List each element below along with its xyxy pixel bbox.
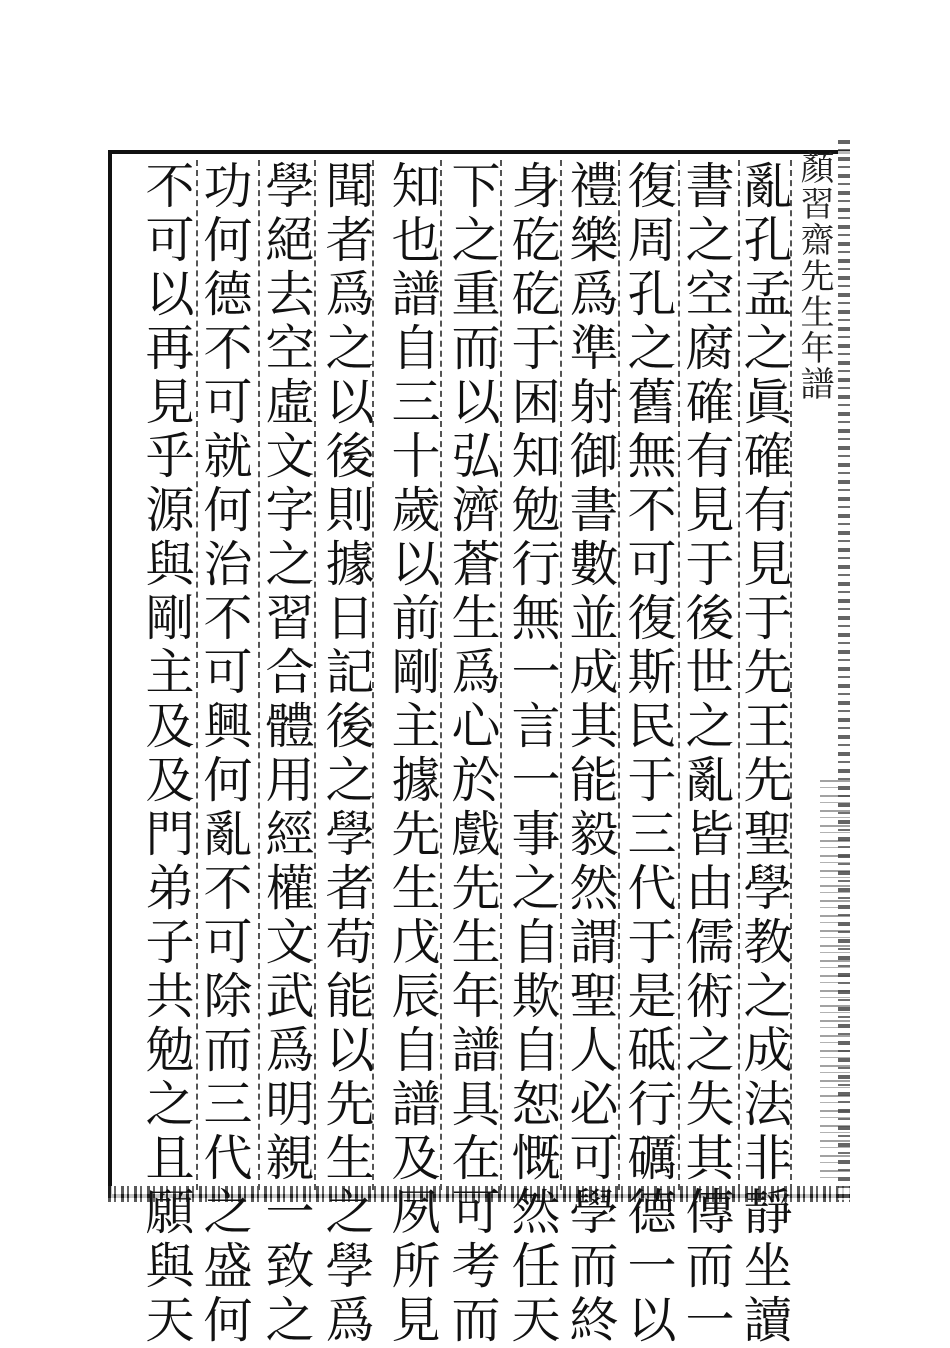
text-column-11: 不可以再見乎源與剛主及及門弟子共勉之且願與天: [138, 160, 195, 1348]
text-column-9: 學絕去空虛文字之習合體用經權文武爲明親一致之: [258, 160, 315, 1348]
text-column-10: 功何德不可就何治不可興何亂不可除而三代之盛何: [196, 160, 253, 1348]
text-column-5: 身矻矻于困知勉行無一言一事之自欺自恕慨然任天: [504, 160, 561, 1348]
ink-speckle: [820, 780, 850, 1180]
text-column-7: 知也譜自三十歲以前剛主據先生戊辰自譜及夙所見: [384, 160, 441, 1348]
text-column-4: 禮樂爲準射御書數並成其能毅然謂聖人必可學而終: [562, 160, 619, 1348]
text-column-6: 下之重而以弘濟蒼生爲心於戲先生年譜具在可考而: [444, 160, 501, 1348]
text-column-8: 聞者爲之以後則據日記後之學者苟能以先生之學爲: [318, 160, 375, 1348]
text-column-2: 書之空腐確有見于後世之亂皆由儒術之失其傳而一: [678, 160, 735, 1348]
gutter-title: 顏習齋先生年譜: [794, 150, 834, 402]
text-column-3: 復周孔之舊無不可復斯民于三代于是砥行礪德一以: [620, 160, 677, 1348]
text-column-1: 亂孔孟之眞確有見于先王先聖學教之成法非靜坐讀: [736, 160, 793, 1348]
